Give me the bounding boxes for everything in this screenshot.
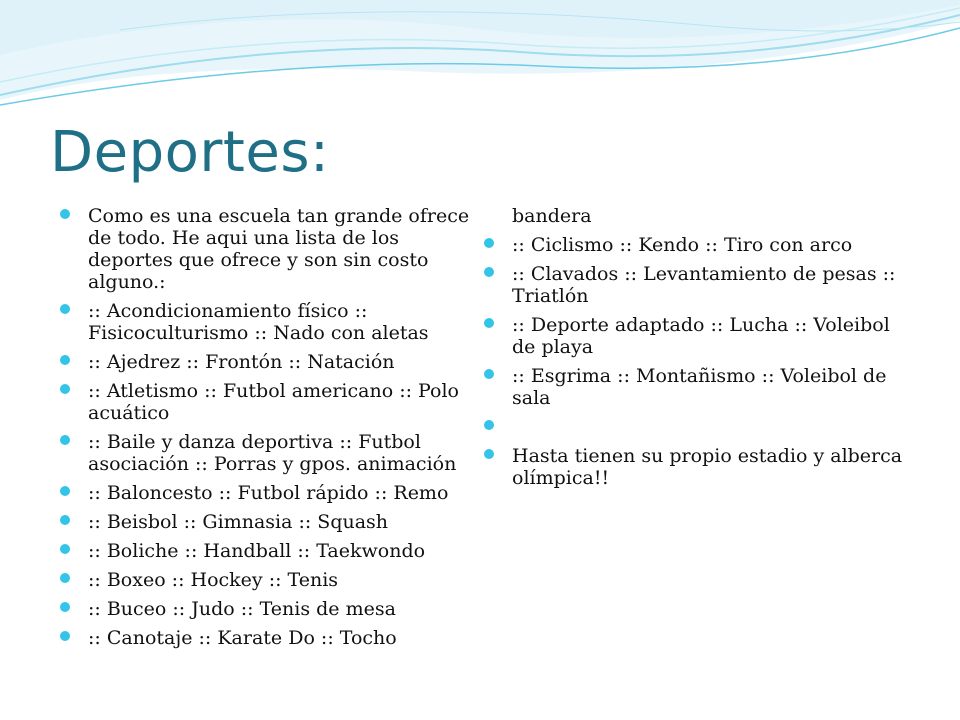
sports-list-right [484, 205, 904, 496]
bullet-icon [60, 515, 70, 525]
bullet-icon [484, 369, 494, 379]
bullet-icon [60, 304, 70, 314]
slide-title: Deportes: [50, 120, 330, 185]
list-item: Hasta tienen su propio estadio y alberca olímpica!! [484, 445, 904, 489]
list-item: :: Deporte adaptado :: Lucha :: Voleibol de playa [484, 314, 904, 358]
bullet-icon [60, 573, 70, 583]
list-item-continuation: bandera [512, 205, 592, 227]
wave-header-decoration [0, 0, 960, 130]
list-item: :: Boxeo :: Hockey :: Tenis [60, 569, 480, 591]
list-item: :: Ajedrez :: Frontón :: Natación [60, 351, 480, 373]
bullet-icon [60, 602, 70, 612]
bullet-icon [60, 384, 70, 394]
list-item: :: Esgrima :: Montañismo :: Voleibol de sala [484, 365, 904, 409]
list-item-empty [484, 416, 904, 438]
list-item: :: Beisbol :: Gimnasia :: Squash [60, 511, 480, 533]
bullet-icon [60, 631, 70, 641]
list-item: :: Ciclismo :: Kendo :: Tiro con arco [484, 234, 904, 256]
list-item: :: Acondicionamiento físico :: Fisicoculturismo :: Nado con aletas [60, 300, 480, 344]
list-item: Como es una escuela tan grande ofrece de todo. He aqui una lista de los deportes que ofrece y son sin costo alguno.: [60, 205, 480, 293]
bullet-icon [484, 318, 494, 328]
list-item: :: Baile y danza deportiva :: Futbol asociación :: Porras y gpos. animación [60, 431, 480, 475]
bullet-icon [484, 267, 494, 277]
bullet-icon [484, 449, 494, 459]
sports-list-left [60, 205, 480, 656]
list-item: :: Clavados :: Levantamiento de pesas :: Triatlón [484, 263, 904, 307]
list-item: :: Canotaje :: Karate Do :: Tocho [60, 627, 480, 649]
bullet-icon [60, 435, 70, 445]
list-item: :: Buceo :: Judo :: Tenis de mesa [60, 598, 480, 620]
bullet-icon [484, 420, 494, 430]
bullet-icon [60, 544, 70, 554]
bullet-icon [60, 486, 70, 496]
list-item: :: Baloncesto :: Futbol rápido :: Remo [60, 482, 480, 504]
list-item: :: Boliche :: Handball :: Taekwondo [60, 540, 480, 562]
bullet-icon [484, 238, 494, 248]
list-item: :: Atletismo :: Futbol americano :: Polo acuático [60, 380, 480, 424]
bullet-icon [60, 209, 70, 219]
bullet-icon [60, 355, 70, 365]
